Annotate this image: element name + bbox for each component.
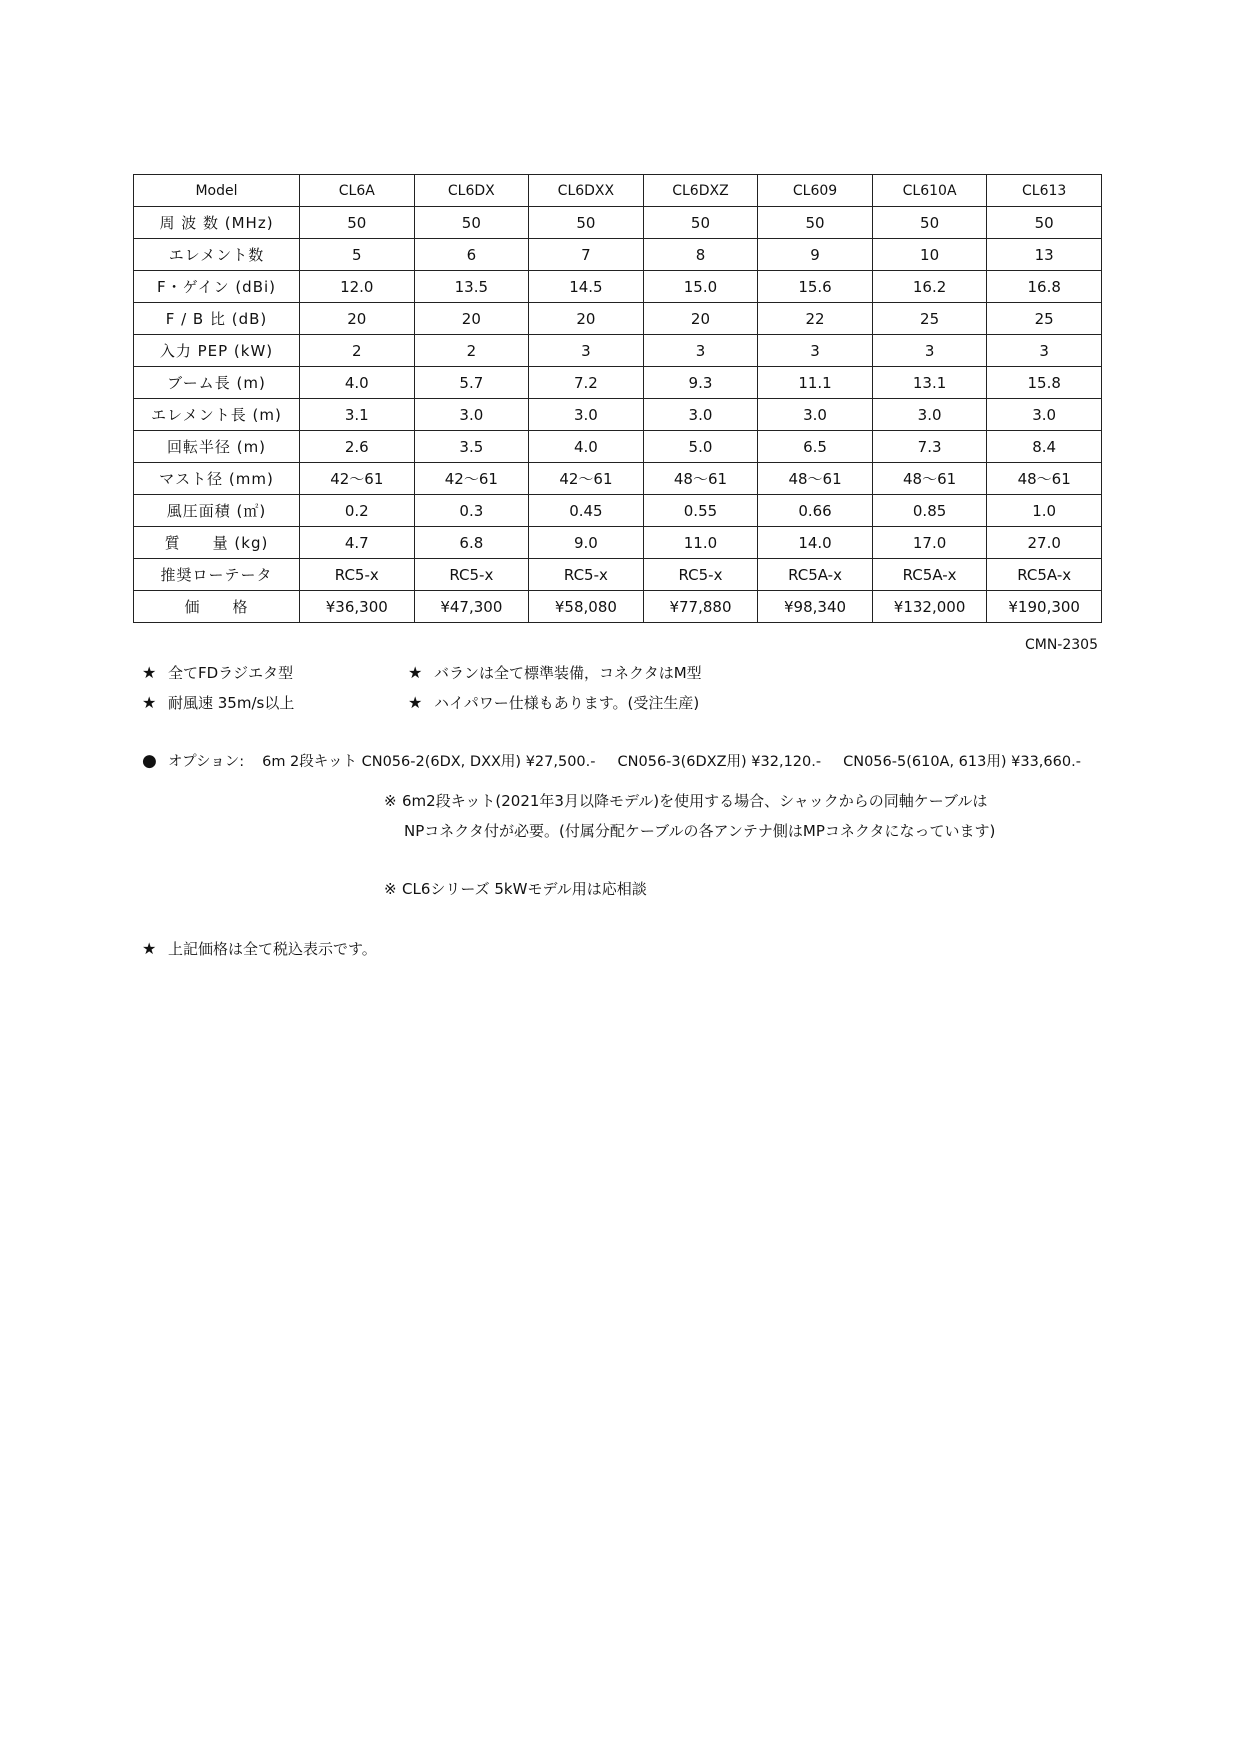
table-cell: 20 [643,303,758,335]
table-cell: 3 [872,335,987,367]
row-label: エレメント数 [134,239,300,271]
model-header: CL6DXZ [643,175,758,207]
row-label: 風圧面積 (㎡) [134,495,300,527]
feature-text: 耐風速 35m/s以上 [168,694,295,712]
row-label: 入力 PEP (kW) [134,335,300,367]
feature-item [408,692,699,713]
table-cell: 50 [414,207,529,239]
table-cell: 3.0 [872,399,987,431]
table-cell: 7.2 [529,367,644,399]
table-cell: 12.0 [300,271,415,303]
table-row [134,527,1102,559]
table-row [134,239,1102,271]
table-row [134,335,1102,367]
table-cell: 9.3 [643,367,758,399]
table-cell: 4.7 [300,527,415,559]
table-cell: 8.4 [987,431,1102,463]
table-row [134,207,1102,239]
table-cell: RC5A-x [872,559,987,591]
row-label: 質 量 (kg) [134,527,300,559]
reference-mark-icon: ※ [384,792,397,810]
table-cell: 4.0 [300,367,415,399]
table-cell: 22 [758,303,873,335]
table-cell: ¥190,300 [987,591,1102,623]
table-cell: ¥58,080 [529,591,644,623]
row-label: 回転半径 (m) [134,431,300,463]
table-cell: 3.0 [987,399,1102,431]
star-icon: ★ [408,663,423,682]
table-cell: 0.55 [643,495,758,527]
table-cell: 3 [758,335,873,367]
table-cell: 27.0 [987,527,1102,559]
table-cell: 2 [300,335,415,367]
row-label: 周 波 数 (MHz) [134,207,300,239]
table-cell: 48～61 [987,463,1102,495]
table-cell: 20 [300,303,415,335]
table-cell: RC5-x [529,559,644,591]
table-cell: 48～61 [758,463,873,495]
table-cell: 0.66 [758,495,873,527]
note-line [384,790,987,811]
table-cell: 15.6 [758,271,873,303]
feature-item [142,692,294,713]
table-cell: 13 [987,239,1102,271]
options-label: オプション: [168,754,245,770]
spec-table-body [134,207,1102,623]
feature-item [408,662,702,683]
table-cell: 42～61 [300,463,415,495]
table-cell: 3.0 [643,399,758,431]
table-cell: 8 [643,239,758,271]
table-cell: 15.8 [987,367,1102,399]
table-row [134,303,1102,335]
table-cell: 3.0 [758,399,873,431]
table-cell: 2 [414,335,529,367]
table-cell: 16.8 [987,271,1102,303]
row-label: 推奨ローテータ [134,559,300,591]
row-label: エレメント長 (m) [134,399,300,431]
footer-note-text: 上記価格は全て税込表示です。 [168,940,377,958]
table-cell: 0.85 [872,495,987,527]
feature-item [142,662,293,683]
table-row [134,367,1102,399]
table-cell: 48～61 [643,463,758,495]
table-cell: 3.1 [300,399,415,431]
table-cell: 0.3 [414,495,529,527]
table-header-row [134,175,1102,207]
table-cell: 6.5 [758,431,873,463]
table-cell: 1.0 [987,495,1102,527]
footer-note [142,938,377,959]
table-cell: 5.7 [414,367,529,399]
table-cell: 50 [529,207,644,239]
table-cell: 3 [529,335,644,367]
table-cell: 6.8 [414,527,529,559]
table-cell: 5 [300,239,415,271]
reference-mark-icon: ※ [384,880,397,898]
feature-text: 全てFDラジエタ型 [168,664,294,682]
table-cell: 9.0 [529,527,644,559]
antenna-spec-table [133,174,1102,623]
row-label: ブーム長 (m) [134,367,300,399]
star-icon: ★ [142,693,157,712]
table-cell: 20 [414,303,529,335]
table-cell: 20 [529,303,644,335]
options-line [142,750,1081,771]
model-header: CL613 [987,175,1102,207]
row-label: F・ゲイン (dBi) [134,271,300,303]
table-cell: 3.5 [414,431,529,463]
table-cell: 42～61 [414,463,529,495]
table-cell: RC5-x [300,559,415,591]
star-icon: ★ [408,693,423,712]
table-cell: ¥77,880 [643,591,758,623]
table-cell: ¥47,300 [414,591,529,623]
table-cell: 3 [643,335,758,367]
table-cell: RC5A-x [758,559,873,591]
note-text: CL6シリーズ 5kWモデル用は応相談 [402,880,647,898]
table-cell: 5.0 [643,431,758,463]
table-cell: 42～61 [529,463,644,495]
table-cell: 13.5 [414,271,529,303]
star-icon: ★ [142,939,157,958]
table-cell: 50 [987,207,1102,239]
option-item: CN056-5(610A, 613用) ¥33,660.- [843,754,1081,770]
feature-text: ハイパワー仕様もあります。(受注生産) [434,694,700,712]
table-cell: 2.6 [300,431,415,463]
table-row [134,591,1102,623]
table-cell: ¥98,340 [758,591,873,623]
table-row [134,463,1102,495]
bullet-icon: ● [142,751,157,771]
table-cell: 14.5 [529,271,644,303]
table-cell: 13.1 [872,367,987,399]
star-icon: ★ [142,663,157,682]
document-code: CMN-2305 [1024,637,1098,653]
table-cell: 17.0 [872,527,987,559]
table-cell: 4.0 [529,431,644,463]
row-label: 価 格 [134,591,300,623]
table-row [134,495,1102,527]
note-text: NPコネクタ付が必要。(付属分配ケーブルの各アンテナ側はMPコネクタになっています) [404,822,996,840]
table-cell: RC5-x [414,559,529,591]
model-header: CL6DXX [529,175,644,207]
table-cell: RC5-x [643,559,758,591]
table-cell: 7.3 [872,431,987,463]
table-cell: 11.0 [643,527,758,559]
table-cell: 3.0 [414,399,529,431]
option-item: 6m 2段キット CN056-2(6DX, DXX用) ¥27,500.- [262,754,596,770]
table-row [134,271,1102,303]
table-cell: ¥36,300 [300,591,415,623]
model-header: CL609 [758,175,873,207]
table-cell: 7 [529,239,644,271]
option-item: CN056-3(6DXZ用) ¥32,120.- [617,754,822,770]
row-label: マスト径 (mm) [134,463,300,495]
table-cell: 50 [300,207,415,239]
table-cell: 6 [414,239,529,271]
table-cell: ¥132,000 [872,591,987,623]
table-cell: 25 [872,303,987,335]
note-text: 6m2段キット(2021年3月以降モデル)を使用する場合、シャックからの同軸ケーブルは [402,792,988,810]
row-label: F / B 比 (dB) [134,303,300,335]
table-cell: RC5A-x [987,559,1102,591]
table-cell: 10 [872,239,987,271]
header-label: Model [134,175,300,207]
table-cell: 15.0 [643,271,758,303]
model-header: CL6A [300,175,415,207]
table-cell: 50 [758,207,873,239]
table-cell: 48～61 [872,463,987,495]
table-cell: 3.0 [529,399,644,431]
table-row [134,399,1102,431]
table-cell: 50 [872,207,987,239]
table-cell: 11.1 [758,367,873,399]
table-cell: 16.2 [872,271,987,303]
table-cell: 0.2 [300,495,415,527]
table-cell: 9 [758,239,873,271]
table-cell: 50 [643,207,758,239]
table-row [134,559,1102,591]
model-header: CL6DX [414,175,529,207]
note-line [384,878,647,899]
table-cell: 25 [987,303,1102,335]
note-line [404,820,995,841]
table-row [134,431,1102,463]
model-header: CL610A [872,175,987,207]
table-cell: 0.45 [529,495,644,527]
table-cell: 3 [987,335,1102,367]
table-cell: 14.0 [758,527,873,559]
feature-text: バランは全て標準装備，コネクタはM型 [434,664,702,682]
